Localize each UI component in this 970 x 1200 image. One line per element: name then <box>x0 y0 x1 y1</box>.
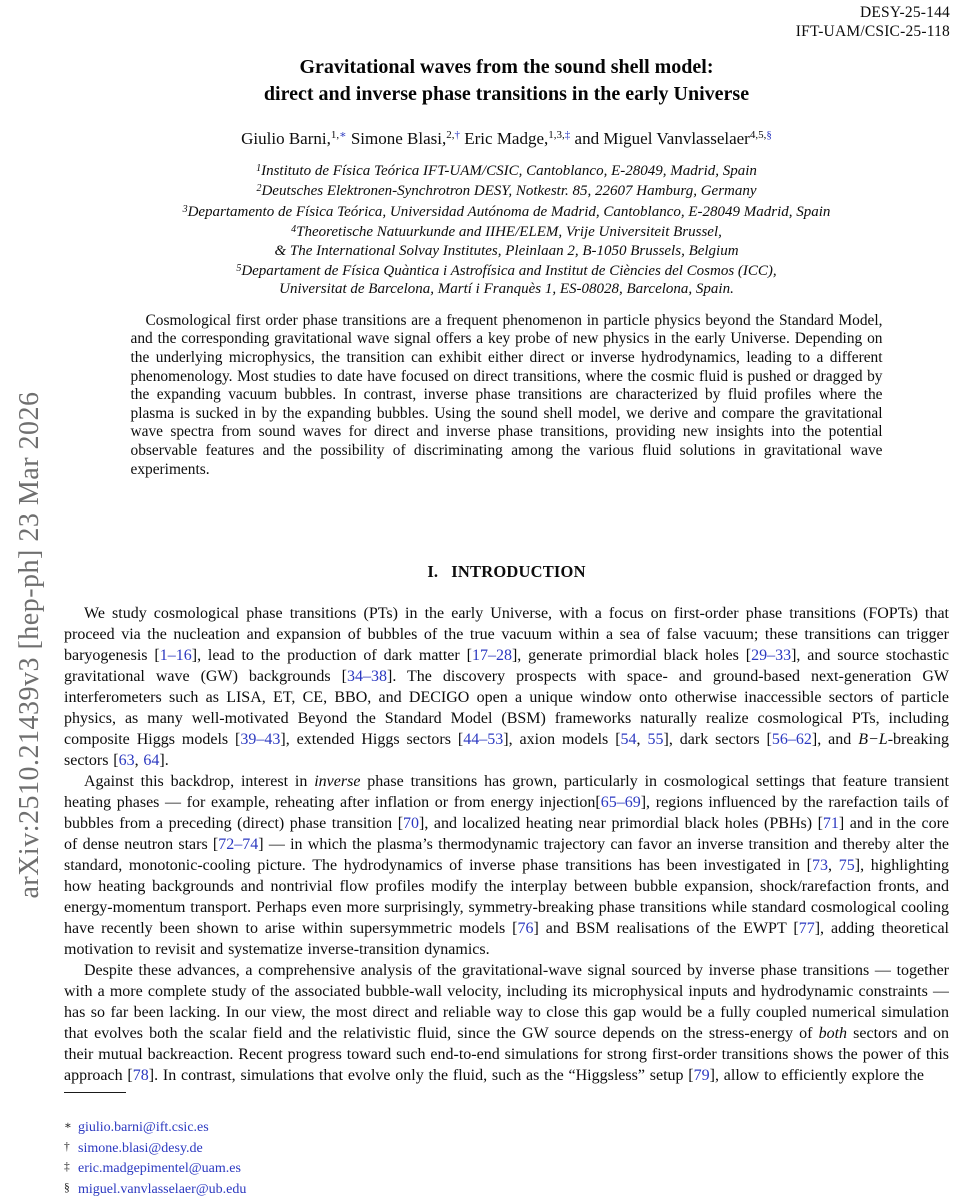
text-segment: ]. In contrast, simulations that evolve only the fluid, such as the “Higgsless” setup [ <box>148 1066 694 1084</box>
text-segment: ], extended Higgs sectors [ <box>280 730 464 748</box>
citation-link[interactable]: 79 <box>693 1066 710 1084</box>
text-segment: ], dark sectors [ <box>663 730 772 748</box>
footnote-rule <box>64 1092 126 1093</box>
citation-link[interactable]: 17–28 <box>471 646 512 664</box>
text-segment: ], adding theoretical motivation to revisit and systematize inverse-transition dynamics. <box>64 919 949 958</box>
citation-link[interactable]: 73 <box>812 856 829 874</box>
author-footnote-mark[interactable]: † <box>454 129 460 141</box>
superscript: 5 <box>236 263 242 275</box>
text-segment: ] and BSM realisations of the EWPT [ <box>533 919 799 937</box>
footnote-item <box>64 1138 704 1159</box>
emphasized-text: both <box>818 1024 848 1042</box>
affiliation-line <box>64 160 949 180</box>
text-segment: Despite these advances, a comprehensive analysis of the gravitational-wave signal sourced by inverse phase transitions — together with a more complete study of the associated bubble-wall velocity, including its microphysical inputs and hydrodynamic constraints — has so far been lacking. In our view, the most direct and reliable way to close this gap would be a fully coupled numerical simulation that evolves both the scalar field and the relativistic fluid, since the GW source depends on the stress-energy of <box>64 961 949 1042</box>
superscript: 4,5, <box>749 129 767 141</box>
text-segment: ], highlighting how heating backgrounds and nontrivial flow profiles modify the interplay between bubble expansion, shock/rarefaction fronts, and energy-momentum transport. Perhaps even more surprisingly, symmetry-breaking phase transitions while standard cosmological cooling have recently been shown to arise within supersymmetric models [ <box>64 856 949 937</box>
footnote-symbol: ‡ <box>64 1161 70 1174</box>
citation-link[interactable]: 75 <box>838 856 855 874</box>
citation-link[interactable]: 1–16 <box>159 646 192 664</box>
text-segment: ], regions influenced by the rarefaction tails of bubbles from a preceding (direct) phase transition [ <box>64 793 949 832</box>
text-segment: Universitat de Barcelona, Martí i Franquès 1, ES-08028, Barcelona, Spain. <box>279 281 734 298</box>
citation-link[interactable]: 72–74 <box>218 835 259 853</box>
email-link[interactable]: simone.blasi@desy.de <box>78 1140 203 1156</box>
text-segment: ], and source stochastic gravitational wave (GW) backgrounds [ <box>64 646 949 685</box>
text-column <box>64 0 949 1086</box>
text-segment: Eric Madge, <box>460 129 549 148</box>
text-segment: sectors and on their mutual backreaction. Recent progress toward such end-to-end simulations for strong first-order transitions shows the power of this approach [ <box>64 1024 949 1084</box>
report-numbers <box>796 3 950 41</box>
affiliation-line <box>64 242 949 260</box>
text-segment: Instituto de Física Teórica IFT-UAM/CSIC, Cantoblanco, E-28049, Madrid, Spain <box>261 163 757 179</box>
email-link[interactable]: miguel.vanvlasselaer@ub.edu <box>78 1182 247 1198</box>
body-text <box>64 603 949 1086</box>
text-segment: Giulio Barni, <box>241 129 331 148</box>
text-segment: phase transitions has grown, particularly in cosmological settings that feature transient heating phases — for example, reheating after inflation or from energy injection[ <box>64 772 949 811</box>
abstract: Cosmological first order phase transitions are a frequent phenomenon in particle physics beyond the Standard Model, and the corresponding gravitational wave signal offers a key probe of new physics in the early Universe. Depending on the underlying microphysics, the transition can exhibit either direct or inverse hydrodynamics, leading to a different phenomenology. Most studies to date have focused on direct transitions, where the cosmic fluid is pushed or dragged by the expanding vacuum bubbles. In contrast, inverse phase transitions are characterized by fluid profiles where the plasma is sucked in by the expanding bubbles. Using the sound shell model, we derive and compare the gravitational wave spectra from sound waves for direct and inverse phase transitions, providing new insights into the potential observable features and the possibility of discriminating among the various fluid solutions in gravitational wave experiments. <box>130 311 883 478</box>
citation-link[interactable]: 76 <box>517 919 534 937</box>
section-number: I. <box>427 561 439 581</box>
text-segment: ], axion models [ <box>503 730 621 748</box>
footnote-item <box>64 1179 704 1200</box>
text-segment: Departamento de Física Teórica, Universidad Autónoma de Madrid, Cantoblanco, E-28049 Madrid, Spain <box>187 203 831 220</box>
author-line <box>64 128 949 149</box>
citation-link[interactable]: 70 <box>403 814 420 832</box>
citation-link[interactable]: 44–53 <box>463 730 504 748</box>
superscript: 2, <box>446 129 455 141</box>
citation-link[interactable]: 71 <box>822 814 839 832</box>
body-paragraph <box>64 771 949 960</box>
affiliations-block <box>64 160 949 299</box>
superscript: 1,3, <box>548 129 565 141</box>
text-segment: & The International Solvay Institutes, Pleinlaan 2, B-1050 Brussels, Belgium <box>274 242 739 259</box>
emphasized-text: inverse <box>314 772 361 790</box>
paper-title-line1: Gravitational waves from the sound shell model: <box>299 56 714 78</box>
citation-link[interactable]: 78 <box>132 1066 149 1084</box>
superscript: 3 <box>182 203 188 215</box>
footnote-symbol: § <box>64 1182 70 1195</box>
text-segment: , <box>134 751 144 769</box>
footnote-block <box>64 1092 704 1200</box>
front-matter <box>64 0 949 498</box>
citation-link[interactable]: 29–33 <box>751 646 792 664</box>
text-segment: ]. <box>159 751 169 769</box>
superscript: 2 <box>256 183 262 195</box>
affiliation-line <box>64 180 949 200</box>
footnote-item <box>64 1158 704 1179</box>
report-number: IFT-UAM/CSIC-25-118 <box>795 23 950 40</box>
text-segment: , <box>828 856 839 874</box>
affiliation-line <box>64 201 949 221</box>
affiliation-line <box>64 260 949 280</box>
affiliation-line <box>64 221 949 241</box>
paper-title-line2: direct and inverse phase transitions in the early Universe <box>263 83 750 105</box>
citation-link[interactable]: 56–62 <box>771 730 812 748</box>
affiliation-line <box>64 280 949 298</box>
text-segment: We study cosmological phase transitions (PTs) in the early Universe, with a focus on first-order phase transitions (FOPTs) that proceed via the nucleation and expansion of bubbles of the true vacuum within a sea of false vacuum; these transitions can trigger baryogenesis [ <box>64 604 949 664</box>
author-footnote-mark[interactable]: § <box>766 129 772 141</box>
citation-link[interactable]: 54 <box>620 730 637 748</box>
text-segment: -breaking sectors [ <box>64 730 949 769</box>
citation-link[interactable]: 65–69 <box>600 793 641 811</box>
citation-link[interactable]: 64 <box>143 751 160 769</box>
body-paragraph <box>64 960 949 1086</box>
text-segment: Departament de Física Quàntica i Astrofísica and Institut de Ciències del Cosmos (ICC), <box>241 263 777 280</box>
footnote-symbol: ∗ <box>64 1120 72 1132</box>
superscript: 1, <box>330 129 340 141</box>
text-segment: Theoretische Natuurkunde and IIHE/ELEM, Vrije Universiteit Brussel, <box>296 224 722 241</box>
citation-link[interactable]: 63 <box>118 751 135 769</box>
text-segment: ], lead to the production of dark matter [ <box>191 646 472 664</box>
text-segment: and Miguel Vanvlasselaer <box>570 129 750 148</box>
emphasized-text: B−L <box>858 730 888 748</box>
author-footnote-mark[interactable]: ‡ <box>564 129 571 141</box>
footnote-symbol: † <box>64 1140 70 1153</box>
arxiv-watermark: arXiv:2510.21439v3 [hep-ph] 23 Mar 2026 <box>14 391 45 899</box>
report-number: DESY-25-144 <box>859 4 950 21</box>
section-title: INTRODUCTION <box>451 561 586 581</box>
text-segment: Against this backdrop, interest in <box>84 772 315 790</box>
text-segment: Simone Blasi, <box>346 129 447 148</box>
text-segment: ], and localized heating near primordial black holes (PBHs) [ <box>419 814 823 832</box>
citation-link[interactable]: 77 <box>798 919 815 937</box>
email-link[interactable]: eric.madgepimentel@uam.es <box>78 1161 241 1177</box>
text-segment: Deutsches Elektronen-Synchrotron DESY, Notkestr. 85, 22607 Hamburg, Germany <box>261 183 757 200</box>
text-segment: ]. The discovery prospects with space- and ground-based next-generation GW interferometers such as LISA, ET, CE, BBO, and DECIGO open a unique window onto otherwise inaccessible sectors of particle physics, as many well-motivated Beyond the Standard Model (BSM) frameworks naturally realize cosmological PTs, including composite Higgs models [ <box>64 667 949 748</box>
text-segment: ], and <box>811 730 859 748</box>
citation-link[interactable]: 55 <box>647 730 664 748</box>
text-segment: ] — in which the plasma’s thermodynamic trajectory can favor an inverse transition and thereby alter the standard, monotonic-cooling picture. The hydrodynamics of inverse phase transitions has been investigated in [ <box>64 835 949 874</box>
superscript: 4 <box>291 224 297 236</box>
footnote-item <box>64 1117 704 1138</box>
text-segment: ], generate primordial black holes [ <box>511 646 752 664</box>
paper-title <box>64 54 949 108</box>
citation-link[interactable]: 39–43 <box>240 730 281 748</box>
body-paragraph <box>64 603 949 771</box>
author-footnote-mark[interactable]: ∗ <box>339 129 347 141</box>
footnote-list <box>64 1117 704 1200</box>
text-segment: , <box>636 730 648 748</box>
text-segment: ], allow to efficiently explore the <box>709 1066 924 1084</box>
section-heading <box>64 562 949 582</box>
superscript: 1 <box>256 163 262 174</box>
email-link[interactable]: giulio.barni@ift.csic.es <box>78 1120 209 1135</box>
text-segment: ] and in the core of dense neutron stars [ <box>64 814 949 853</box>
citation-link[interactable]: 34–38 <box>346 667 387 685</box>
